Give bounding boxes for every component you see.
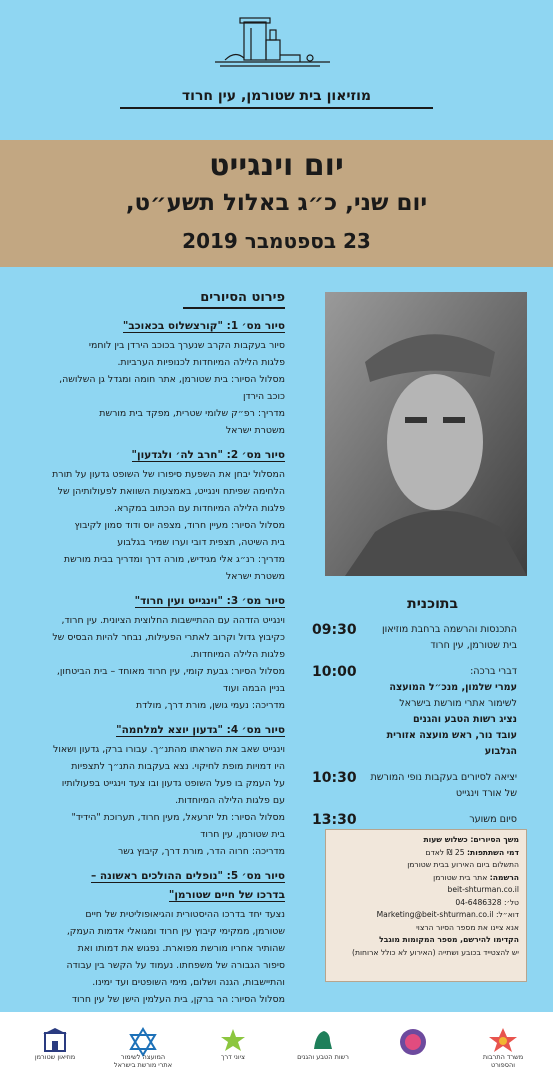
note: הקדימו להירשם, מספר המקומות מוגבל bbox=[379, 935, 519, 944]
sponsors-footer bbox=[0, 1012, 553, 1080]
tour-text: מדריכה: חרוה הדר, מורת דרך, קיבוץ גשר bbox=[118, 846, 285, 857]
sponsor-logo: ציוני דרך bbox=[203, 1027, 263, 1067]
tour-text: סיור בעקבות הקרב שנערך בכוכב הירדן בין לוחמי bbox=[88, 340, 285, 351]
tour-text: מסלול הסיור: הר ברקן, בית העלמין הישן של עין חרוד bbox=[71, 994, 285, 1005]
tour-text: בית שטורמן, עין חרוד bbox=[200, 829, 285, 840]
tour-text: שהותיר אחריו מורשת מפוארת. נפגוש את דמותו ואת bbox=[77, 943, 285, 954]
agenda-item bbox=[312, 812, 517, 828]
agenda-time: 10:00 bbox=[312, 664, 357, 680]
agenda-time: 10:30 bbox=[312, 770, 357, 786]
tour-text: מדריכה: נעמי גושן, מורת דרך, מולדת bbox=[135, 700, 285, 711]
wingate-portrait bbox=[325, 292, 527, 576]
museum-name: מוזיאון בית שטורמן, עין חרוד bbox=[120, 88, 433, 109]
museum-building-icon bbox=[0, 0, 553, 90]
agenda-item bbox=[312, 770, 517, 802]
website-link[interactable]: beit-shturman.co.il bbox=[447, 885, 519, 894]
tour-title: בדרכו של חיים שטורמן" bbox=[168, 889, 285, 901]
tour-text: מסלול הסיור: תל יזרעאל, מעין חרוד, תערוכת "הידיד" bbox=[71, 812, 285, 823]
fee-note: התשלום ביום האירוע בבית שטורמן bbox=[407, 860, 519, 869]
tour-text: מסלול הסיור: גבעת קומי, עין חרוד מאוחד – בית הביטחון, bbox=[56, 666, 285, 677]
email: דוא״ל: Marketing@beit-shturman.co.il bbox=[376, 910, 519, 919]
agenda-heading: בתוכנית bbox=[407, 596, 458, 612]
tours-list bbox=[30, 318, 285, 1050]
agenda-desc: דברי ברכה: עמרי שלמון, מנכ״ל המועצה לשימור אתרי מורשת בישראל נציג רשות הטבע והגנים עובד נור, ראש מועצה אזורית הגלבוע bbox=[386, 666, 517, 757]
tour-text: נצעד יחד בדרכו ההיסטורית והגיאופוליטית של חיים bbox=[85, 909, 285, 920]
tour-text: מדריך: רפ״ק שלומי שטרית, מפקד בית מורשת bbox=[99, 408, 285, 419]
tour-text: בניין הבמה ועוד bbox=[222, 683, 285, 694]
sponsor-logo bbox=[383, 1027, 443, 1067]
note: אנא ציינו את מספר הסיור הרצוי bbox=[416, 922, 519, 932]
sponsor-logo: משרד התרבות והספורט bbox=[473, 1027, 533, 1067]
museum-logo bbox=[0, 0, 553, 125]
tour-text: כקיבוץ גדול וקרוב לאתרי הפעילות, נבחר להיות הבסיס של bbox=[52, 632, 285, 643]
tours-heading: פירוט הסיורים bbox=[200, 290, 285, 305]
tour-text: וינגייט הזדהה עם ההתיישבות החלוצית הציונית. עין חרוד, bbox=[61, 615, 285, 626]
tour-title: סיור מס׳ 3: "וינגייט ועין חרוד" bbox=[134, 595, 285, 607]
tour-text: והתיישבות, הגנה ושלום, מימי השופטים ועד ימינו. bbox=[92, 977, 285, 988]
tour-text: היו דמויות מופת לחיקוי. נצא בעקבות התנ״ך לתצפיות bbox=[71, 761, 285, 772]
star-road-icon bbox=[203, 1027, 263, 1053]
star-burst-icon bbox=[473, 1027, 533, 1053]
agenda-list bbox=[312, 622, 517, 838]
heritage-star-icon bbox=[113, 1027, 173, 1053]
agenda-time: 09:30 bbox=[312, 622, 357, 638]
museum-building-icon bbox=[25, 1027, 85, 1053]
tour-title: סיור מס׳ 4: "גדעון יוצא למלחמה" bbox=[116, 724, 285, 736]
email-link[interactable]: Marketing@beit-shturman.co.il bbox=[376, 910, 494, 919]
sponsor-logo: המועצה לשימור אתרי מורשת בישראל bbox=[113, 1027, 173, 1067]
tour-text: פלגות הלילה המיוחדות לכנופיות הערביות. bbox=[117, 357, 285, 368]
tour-text: משטרת ישראל bbox=[225, 571, 285, 582]
agenda-desc: יציאה לסיורים בעקבות נופי המורשת של אורד וינגייט bbox=[370, 772, 517, 799]
note: יש להצטייד בכובע ושתייה (האירוע לא כולל ארוחות) bbox=[352, 947, 519, 957]
tour-text: פלגות הלילה המיוחדות. bbox=[190, 649, 285, 660]
tour-title: סיור מס׳ 1: "קורצשלוס בכאוכב" bbox=[122, 320, 285, 332]
tour-text: בית השיטה, תצפית דובי וערו שמיר בגלבוע bbox=[117, 537, 285, 548]
duration: משך הסיורים: כשלוש שעות bbox=[423, 835, 519, 844]
police-emblem-icon bbox=[383, 1027, 443, 1053]
tour-text: על העמק בו פעל השופט גדעון ובו צעד וינגייט בפעולותיו bbox=[61, 778, 285, 789]
tour-text: כוכב הירדן bbox=[242, 391, 285, 402]
agenda-desc: סיום משוער bbox=[469, 814, 517, 825]
tour-text: עם פלגות הלילה המיוחדות. bbox=[175, 795, 285, 806]
tour-text: סיפור הגבורה של משפחתו. נעמוד על הקשר בין עבודה bbox=[66, 960, 285, 971]
tour-title: סיור מס׳ 5: "נופלים ההולכים ראשונה – bbox=[91, 870, 285, 882]
tour-text: מדריך: רנ״ג אלי מגידיש, מורה דרך ומדריך בבית מורשת bbox=[63, 554, 285, 565]
tour-item-1 bbox=[30, 318, 285, 439]
gregorian-date: 23 בספטמבר 2019 bbox=[182, 229, 371, 253]
registration: הרשמה: אתר בית שטורמן bbox=[433, 872, 519, 882]
agenda-item bbox=[312, 664, 517, 760]
agenda-time: 13:30 bbox=[312, 812, 357, 828]
tour-text: שטורמן, ממקימי קיבוץ עין חרוד ומגואלי אדמות העמק, bbox=[66, 926, 285, 937]
tour-text: המסלול יבחן את השפעת סיפורו של השופט גדעון על תורת bbox=[52, 469, 285, 480]
tour-text: וינגייט שאב את השראתו מהתנ״ך. עבורו ברק, גדעון ושאול bbox=[53, 744, 285, 755]
ibex-icon bbox=[293, 1027, 353, 1053]
info-box bbox=[325, 829, 527, 982]
event-title: יום וינגייט bbox=[209, 148, 344, 183]
tour-text: הלחימה שפיתח וינגייט, באמצעות השוואת לפעולותיהן של bbox=[57, 486, 285, 497]
title-band bbox=[0, 140, 553, 267]
tour-item-4 bbox=[30, 722, 285, 860]
tour-title: סיור מס׳ 2: "חרב לה׳ ולגדעון" bbox=[131, 449, 285, 461]
sponsor-logo: מוזיאון שטורמן bbox=[25, 1027, 85, 1067]
tour-item-2 bbox=[30, 447, 285, 585]
fee: דמי השתתפות: 25 ₪ לאדם bbox=[425, 847, 519, 857]
sponsor-logo: רשות הטבע והגנים bbox=[293, 1027, 353, 1067]
agenda-item bbox=[312, 622, 517, 654]
agenda-desc: התכנסות והרשמה ברחבת מוזיאון בית שטורמן, עין חרוד bbox=[382, 624, 517, 651]
hebrew-date: יום שני, כ״ג באלול תשע״ט, bbox=[125, 190, 428, 216]
tour-text: מסלול הסיור: בית שטורמן, אתר חומה ומגדל גן השלושה, bbox=[59, 374, 285, 385]
tour-text: משטרת ישראל bbox=[225, 425, 285, 436]
tour-text: פלגות הלילה המיוחדות עם הכתוב במקרא. bbox=[113, 503, 285, 514]
phone: טל׳: 04-6486328 bbox=[455, 897, 519, 907]
tour-text: מסלול הסיור: מעיין חרוד, מצפה יוס ודוד סמון לקיבוץ bbox=[74, 520, 285, 531]
tour-item-3 bbox=[30, 593, 285, 714]
divider bbox=[183, 307, 285, 309]
